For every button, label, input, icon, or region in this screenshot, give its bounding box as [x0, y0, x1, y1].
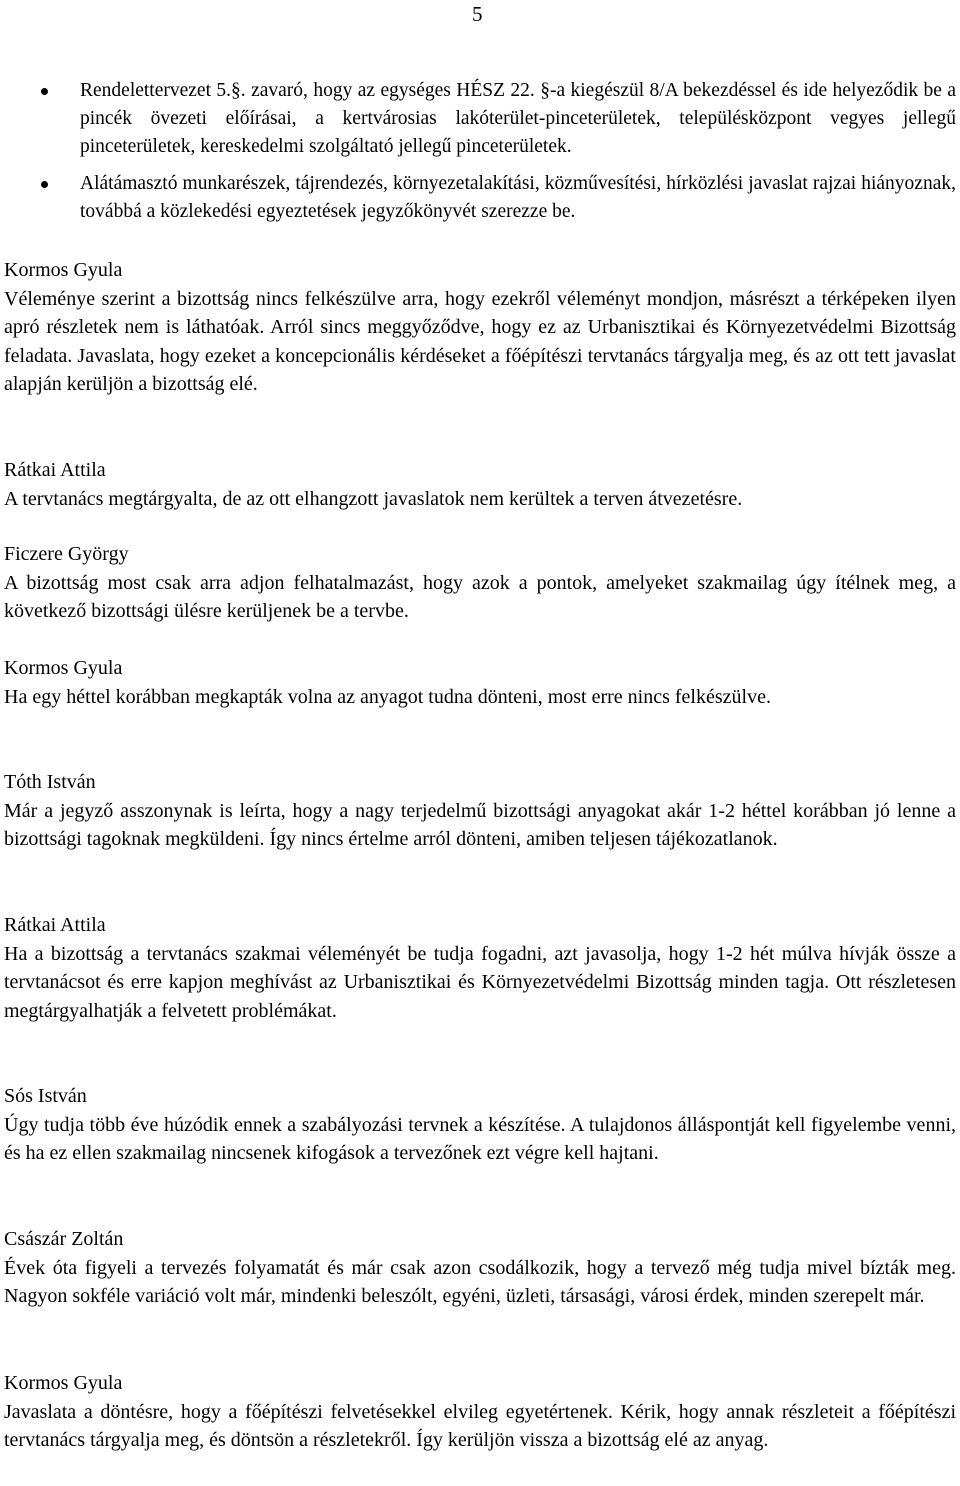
speech-block	[4, 256, 956, 399]
speaker-name: Kormos Gyula	[4, 1372, 123, 1394]
bullet-list	[0, 77, 960, 226]
speech-text: Javaslata a döntésre, hogy a főépítészi felvetésekkel elvileg egyetértenek. Kérik, hogy annak részleteit a főépítészi tervtanács tárgyalja meg, és döntsön a részletekről. Így kerüljön vissza a bizottság elé az anyag.	[4, 1400, 956, 1451]
speaker-name: Ficzere György	[4, 543, 129, 565]
speech-text: A bizottság most csak arra adjon felhatalmazást, hogy azok a pontok, amelyeket szakmailag úgy ítélnek meg, a következő bizottsági ülésre kerüljenek be a tervbe.	[4, 571, 956, 622]
speech-block	[4, 1369, 956, 1455]
bullet-dot-icon	[41, 88, 48, 95]
speaker-name: Rátkai Attila	[4, 914, 106, 936]
speaker-name: Kormos Gyula	[4, 259, 123, 281]
speaker-name: Kormos Gyula	[4, 657, 123, 679]
speaker-name: Tóth István	[4, 771, 96, 793]
page-number: 5	[472, 2, 483, 26]
speech-text: Évek óta figyeli a tervezés folyamatát és már csak azon csodálkozik, hogy a tervező még tudja mivel bízták meg. Nagyon sokféle variáció volt már, mindenki beleszólt, egyéni, üzleti, társasági, városi érdek, minden szerepelt már.	[4, 1256, 956, 1307]
speech-text: Ha a bizottság a tervtanács szakmai véleményét be tudja fogadni, azt javasolja, hogy 1-2 hét múlva hívják össze a tervtanácsot és erre kapjon meghívást az Urbanisztikai és Környezetvédelmi Bizottság minden tagja. Ott részletesen megtárgyalhatják a felvetett problémákat.	[4, 942, 956, 1022]
speech-block	[4, 654, 956, 711]
speech-text: Már a jegyző asszonynak is leírta, hogy a nagy terjedelmű bizottsági anyagokat akár 1-2 héttel korábban jó lenne a bizottsági tagoknak megküldeni. Így nincs értelme arról dönteni, amiben teljesen tájékozatlanok.	[4, 799, 956, 850]
bullet-text: Alátámasztó munkarészek, tájrendezés, környezetalakítási, közművesítési, hírközlési javaslat rajzai hiányoznak, továbbá a közlekedési egyeztetések jegyzőkönyvét szerezze be.	[80, 173, 956, 222]
speech-block	[4, 540, 956, 626]
speech-block	[4, 1225, 956, 1311]
speaker-name: Rátkai Attila	[4, 459, 106, 481]
bullet-item	[80, 170, 956, 226]
speaker-name: Császár Zoltán	[4, 1228, 124, 1250]
speech-text: Ha egy héttel korábban megkapták volna az anyagot tudna dönteni, most erre nincs felkészülve.	[4, 685, 771, 708]
speech-block	[4, 768, 956, 854]
speech-block	[4, 1082, 956, 1168]
speech-text: Véleménye szerint a bizottság nincs felkészülve arra, hogy ezekről véleményt mondjon, másrészt a térképeken ilyen apró részletek nem is láthatóak. Arról sincs meggyőződve, hogy ez az Urbanisztikai és Környezetvédelmi Bizottság feladata. Javaslata, hogy ezeket a koncepcionális kérdéseket a főépítészi tervtanács tárgyalja meg, és az ott tett javaslat alapján kerüljön a bizottság elé.	[4, 287, 956, 395]
speech-block	[4, 456, 956, 513]
bullet-text: Rendelettervezet 5.§. zavaró, hogy az egységes HÉSZ 22. §-a kiegészül 8/A bekezdéssel és ide helyeződik be a pincék övezeti előírásai, a kertvárosias lakóterület-pinceterületek, településközpont vegyes jellegű pinceterületek, kereskedelmi szolgáltató jellegű pinceterületek.	[80, 80, 956, 157]
bullet-item	[80, 77, 956, 161]
speech-block	[4, 911, 956, 1025]
speaker-name: Sós István	[4, 1085, 87, 1107]
speech-text: A tervtanács megtárgyalta, de az ott elhangzott javaslatok nem kerültek a terven átvezetésre.	[4, 487, 743, 510]
speech-text: Úgy tudja több éve húzódik ennek a szabályozási tervnek a készítése. A tulajdonos álláspontját kell figyelembe venni, és ha ez ellen szakmailag nincsenek kifogások a tervezőnek ezt végre kell hajtani.	[4, 1113, 956, 1164]
bullet-dot-icon	[41, 181, 48, 188]
